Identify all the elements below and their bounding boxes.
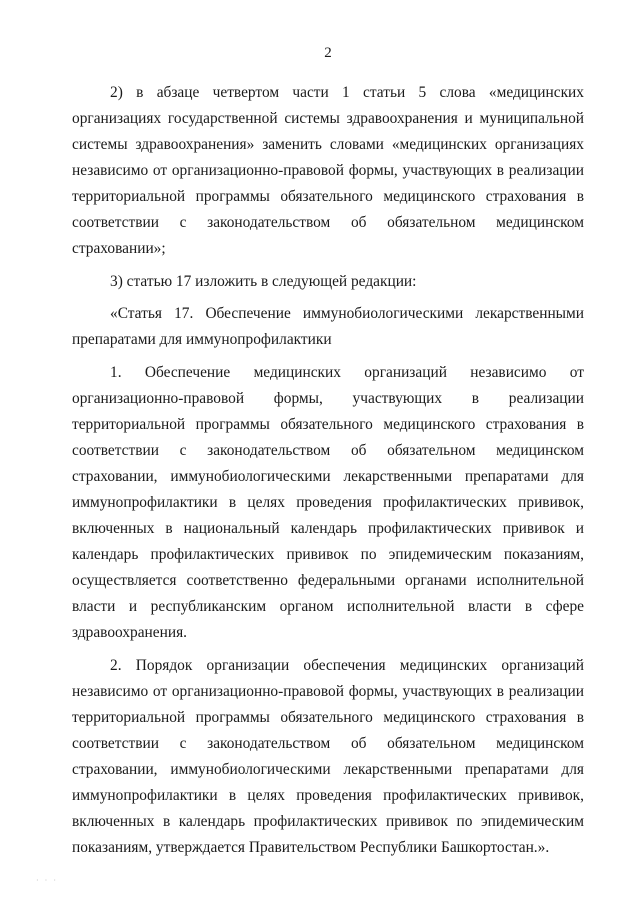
scan-artifact: · · ·: [36, 876, 58, 885]
article-17-part-2: 2. Порядок организации обеспечения медицинских организаций независимо от организационно-правовой формы, участвующих в реализации территориальной программы обязательного медицинского страхования в соответствии с законодательством об обязательном медицинском страховании, иммунобиологическими лекарственными препаратами для иммунопрофилактики в целях проведения профилактических прививок, включенных в календарь профилактических прививок по эпидемическим показаниям, утверждается Правительством Республики Башкортостан.».: [72, 657, 584, 856]
article-17-heading: «Статья 17. Обеспечение иммунобиологическими лекарственными препаратами для иммунопрофилактики: [72, 305, 584, 348]
paragraph-item-3: 3) статью 17 изложить в следующей редакции:: [110, 273, 417, 290]
article-17-part-1: 1. Обеспечение медицинских организаций независимо от организационно-правовой формы, участвующих в реализации территориальной программы обязательного медицинского страхования в соответствии с законодательством об обязательном медицинском страховании, иммунобиологическими лекарственными препаратами для иммунопрофилактики в целях проведения профилактических прививок, включенных в национальный календарь профилактических прививок и календарь профилактических прививок по эпидемическим показаниям, осуществляется соответственно федеральными органами исполнительной власти и республиканским органом исполнительной власти в сфере здравоохранения.: [72, 364, 584, 641]
page-number: 2: [324, 45, 332, 61]
paragraph-item-2: 2) в абзаце четвертом части 1 статьи 5 слова «медицинских организациях государственной системы здравоохранения и муниципальной системы здравоохранения» заменить словами «медицинских организациях независимо от организационно-правовой формы, участвующих в реализации территориальной программы обязательного медицинского страхования в соответствии с законодательством об обязательном медицинском страховании»;: [72, 84, 584, 257]
